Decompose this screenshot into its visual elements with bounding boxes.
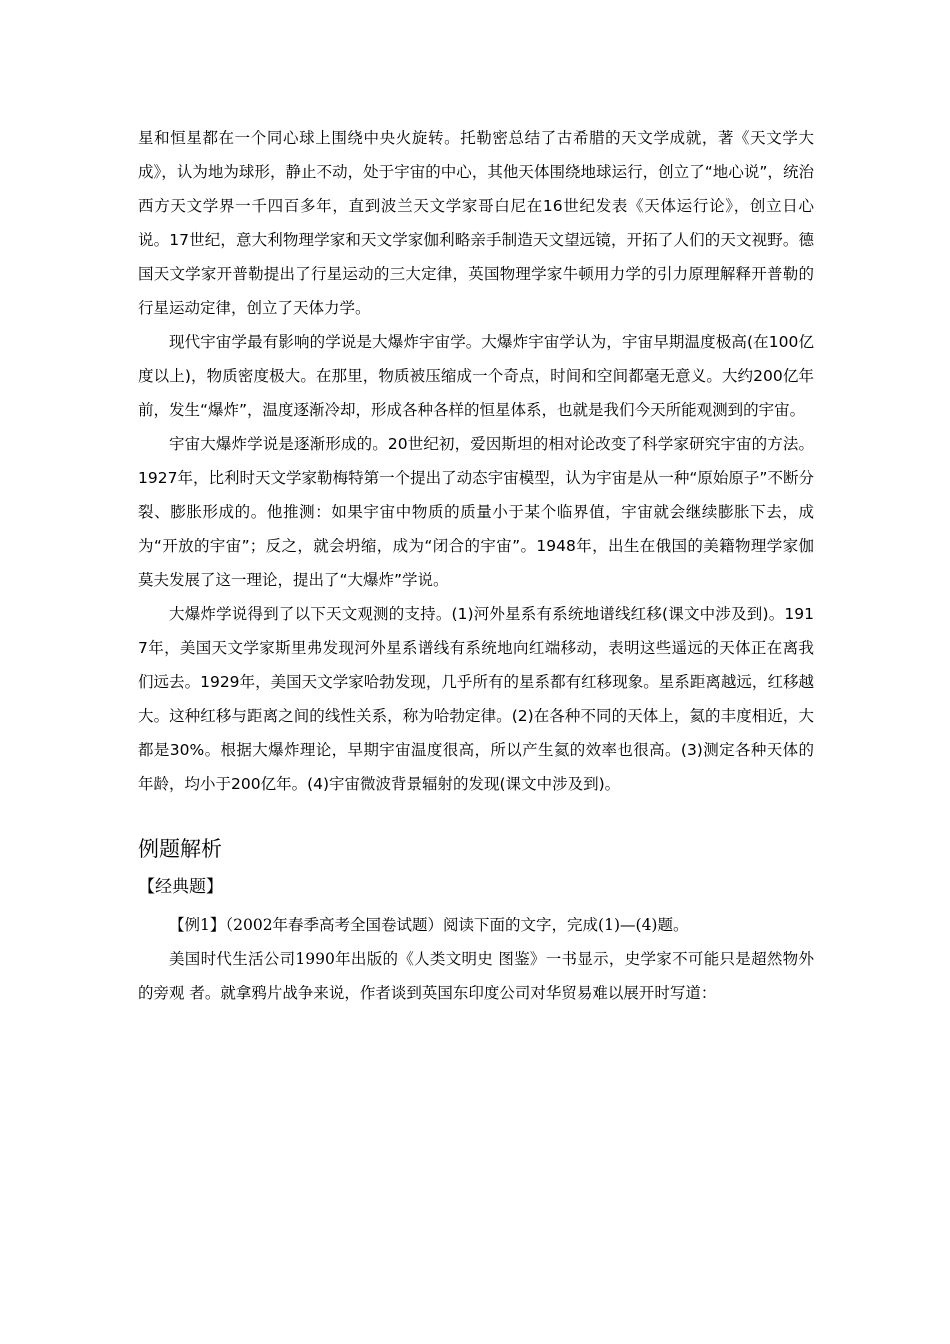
paragraph-observational-support: 大爆炸学说得到了以下天文观测的支持。(1)河外星系有系统地谱线红移(课文中涉及到)。1917年，美国天文学家斯里弗发现河外星系谱线有系统地向红端移动，表明这些遥远的天体正在离我们远去。1929年，美国天文学家哈勃发现，几乎所有的星系都有红移现象。星系距离越远，红移越大。这种红移与距离之间的线性关系，称为哈勃定律。(2)在各种不同的天体上，氦的丰度相近，大都是30%。根据大爆炸理论，早期宇宙温度很高，所以产生氦的效率也很高。(3)测定各种天体的年龄，均小于200亿年。(4)宇宙微波背景辐射的发现(课文中涉及到)。 — [138, 605, 814, 793]
paragraph-geocentric: 星和恒星都在一个同心球上围绕中央火旋转。托勒密总结了古希腊的天文学成就，著《天文学大成》，认为地为球形，静止不动，处于宇宙的中心，其他天体围绕地球运行，创立了“地心说”，统治西方天文学界一千四百多年，直到波兰天文学家哥白尼在16世纪发表《天体运行论》，创立日心说。17世纪，意大利物理学家和天文学家伽利略亲手制造天文望远镜，开拓了人们的天文视野。德国天文学家开普勒提出了行星运动的三大定律，英国物理学家牛顿用力学的引力原理解释开普勒的行星运动定律，创立了天体力学。 — [138, 129, 814, 317]
example-paragraph: 美国时代生活公司1990年出版的《人类文明史 图鉴》一书显示，史学家不可能只是超然物外的旁观 者。就拿鸦片战争来说，作者谈到英国东印度公司对华贸易难以展开时写道： — [138, 950, 814, 1002]
paragraph-big-bang-intro: 现代宇宙学最有影响的学说是大爆炸宇宙学。大爆炸宇宙学认为，宇宙早期温度极高(在100亿度以上)，物质密度极大。在那里，物质被压缩成一个奇点，时间和空间都毫无意义。大约200亿年前，发生“爆炸”，温度逐渐冷却，形成各种各样的恒星体系，也就是我们今天所能观测到的宇宙。 — [138, 333, 814, 419]
paragraph-big-bang-history: 宇宙大爆炸学说是逐渐形成的。20世纪初，爱因斯坦的相对论改变了科学家研究宇宙的方法。1927年，比利时天文学家勒梅特第一个提出了动态宇宙模型，认为宇宙是从一种“原始原子”不断分裂、膨胀形成的。他推测：如果宇宙中物质的质量小于某个临界值，宇宙就会继续膨胀下去，成为“开放的宇宙”；反之，就会坍缩，成为“闭合的宇宙”。1948年，出生在俄国的美籍物理学家伽莫夫发展了这一理论，提出了“大爆炸”学说。 — [138, 435, 814, 589]
sub-title: 【经典题】 — [138, 877, 223, 897]
example-heading: 【例1】（2002年春季高考全国卷试题）阅读下面的文字，完成(1)—(4)题。 — [169, 916, 689, 934]
section-title: 例题解析 — [138, 837, 222, 861]
document-page — [138, 121, 814, 1010]
